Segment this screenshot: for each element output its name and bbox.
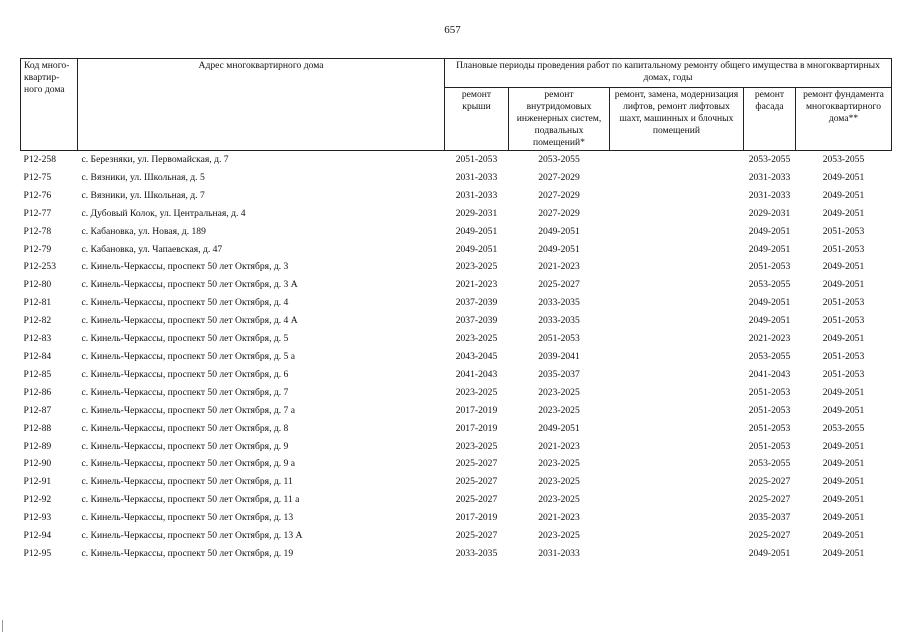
table-row (21, 276, 892, 294)
cell-code: P12-83 (23, 333, 52, 345)
cell-roof: 2021-2023 (455, 279, 498, 291)
cell-systems: 2033-2035 (538, 315, 580, 327)
cell-systems: 2023-2025 (538, 476, 580, 488)
cell-address: с. Кинель-Черкассы, проспект 50 лет Октября, д. 11 а (81, 494, 300, 506)
table-row (21, 402, 892, 420)
cell-facade: 2053-2055 (748, 458, 791, 470)
cell-lifts (610, 258, 744, 276)
cell-roof: 2017-2019 (455, 512, 498, 524)
header-periods: Плановые периоды проведения работ по капитальному ремонту общего имущества в многоквартирных домах, годы (445, 59, 892, 88)
cell-facade: 2035-2037 (748, 512, 791, 524)
cell-code: P12-258 (23, 154, 57, 165)
table-row (21, 438, 892, 456)
cell-roof: 2033-2035 (455, 547, 498, 559)
cell-foundation: 2049-2051 (822, 476, 865, 488)
cell-foundation: 2051-2053 (822, 243, 865, 255)
cell-roof: 2017-2019 (455, 404, 498, 416)
cell-roof: 2041-2043 (455, 368, 498, 380)
cell-lifts (610, 330, 744, 348)
cell-roof: 2023-2025 (455, 261, 498, 273)
cell-code: P12-86 (23, 386, 52, 398)
cell-lifts (610, 241, 744, 259)
cell-systems: 2023-2025 (538, 458, 580, 470)
cell-roof: 2017-2019 (455, 422, 498, 434)
cell-foundation: 2049-2051 (822, 279, 865, 291)
table-row (21, 384, 892, 402)
header-address: Адрес многоквартирного дома (78, 59, 445, 151)
cell-foundation: 2051-2053 (822, 297, 865, 309)
header-facade: ремонт фасада (744, 88, 796, 151)
cell-address: с. Кинель-Черкассы, проспект 50 лет Октября, д. 8 (81, 422, 289, 434)
cell-facade: 2051-2053 (748, 261, 791, 273)
cell-lifts (610, 348, 744, 366)
cell-systems: 2049-2051 (538, 243, 580, 255)
cell-lifts (610, 438, 744, 456)
table-row (21, 473, 892, 491)
cell-lifts (610, 205, 744, 223)
cell-address: с. Кинель-Черкассы, проспект 50 лет Октября, д. 7 а (81, 404, 295, 416)
cell-code: P12-87 (23, 404, 52, 416)
cell-facade: 2021-2023 (748, 333, 791, 345)
cell-address: с. Кинель-Черкассы, проспект 50 лет Октября, д. 5 а (81, 350, 295, 362)
cell-code: P12-92 (23, 494, 52, 506)
table-row (21, 151, 892, 169)
cell-address: с. Вязники, ул. Школьная, д. 5 (81, 171, 205, 183)
cell-foundation: 2049-2051 (822, 261, 865, 273)
cell-facade: 2053-2055 (748, 350, 791, 362)
cell-lifts (610, 384, 744, 402)
cell-facade: 2025-2027 (748, 494, 791, 506)
cell-roof: 2025-2027 (455, 458, 498, 470)
table-row (21, 205, 892, 223)
cell-roof: 2025-2027 (455, 494, 498, 506)
table-row (21, 294, 892, 312)
cell-systems: 2035-2037 (538, 368, 580, 380)
cell-facade: 2051-2053 (748, 386, 791, 398)
cell-roof: 2051-2053 (455, 154, 498, 165)
table-row (21, 509, 892, 527)
table-body (21, 151, 892, 563)
cell-code: P12-89 (23, 440, 52, 452)
cell-address: с. Кинель-Черкассы, проспект 50 лет Октября, д. 11 (81, 476, 293, 488)
cell-code: P12-76 (23, 189, 52, 201)
cell-roof: 2031-2033 (455, 171, 498, 183)
header-lifts: ремонт, замена, модернизация лифтов, ремонт лифтовых шахт, машинных и блочных помещений (610, 88, 744, 151)
cell-roof: 2049-2051 (455, 225, 498, 237)
cell-lifts (610, 276, 744, 294)
cell-address: с. Березняки, ул. Первомайская, д. 7 (81, 154, 229, 165)
cell-foundation: 2049-2051 (822, 458, 865, 470)
cell-foundation: 2051-2053 (822, 315, 865, 327)
cell-foundation: 2051-2053 (822, 350, 865, 362)
cell-systems: 2023-2025 (538, 530, 580, 542)
cell-code: P12-94 (23, 530, 52, 542)
table-row (21, 223, 892, 241)
cell-facade: 2029-2031 (748, 207, 791, 219)
cell-lifts (610, 509, 744, 527)
cell-address: с. Кинель-Черкассы, проспект 50 лет Октября, д. 6 (81, 368, 289, 380)
table-row (21, 545, 892, 563)
cell-lifts (610, 169, 744, 187)
cell-facade: 2031-2033 (748, 189, 791, 201)
cell-foundation: 2049-2051 (822, 189, 865, 201)
cell-facade: 2031-2033 (748, 171, 791, 183)
cell-lifts (610, 545, 744, 563)
cell-code: P12-88 (23, 422, 52, 434)
cell-roof: 2025-2027 (455, 530, 498, 542)
cell-systems: 2039-2041 (538, 350, 580, 362)
cell-code: P12-78 (23, 225, 52, 237)
cell-facade: 2041-2043 (748, 368, 791, 380)
cell-code: P12-85 (23, 368, 52, 380)
cell-roof: 2037-2039 (455, 315, 498, 327)
cell-roof: 2029-2031 (455, 207, 498, 219)
cell-roof: 2025-2027 (455, 476, 498, 488)
cell-address: с. Кинель-Черкассы, проспект 50 лет Октября, д. 13 (81, 512, 294, 524)
cell-facade: 2051-2053 (748, 440, 791, 452)
repair-schedule-table (20, 58, 892, 563)
cell-code: P12-253 (23, 261, 57, 273)
cell-address: с. Кабановка, ул. Чапаевская, д. 47 (81, 243, 223, 255)
cell-lifts (610, 402, 744, 420)
table-row (21, 455, 892, 473)
cell-foundation: 2051-2053 (822, 225, 865, 237)
table-row (21, 169, 892, 187)
cell-facade: 2049-2051 (748, 297, 791, 309)
table-row (21, 366, 892, 384)
cell-facade: 2049-2051 (748, 547, 791, 559)
table-row (21, 187, 892, 205)
cell-foundation: 2051-2053 (822, 368, 865, 380)
cell-lifts (610, 223, 744, 241)
cell-foundation: 2049-2051 (822, 494, 865, 506)
cell-systems: 2021-2023 (538, 512, 580, 524)
cell-facade: 2053-2055 (748, 279, 791, 291)
cell-address: с. Дубовый Колок, ул. Центральная, д. 4 (81, 207, 246, 219)
cell-address: с. Кабановка, ул. Новая, д. 189 (81, 225, 206, 237)
header-code: Код много-квартир-ного дома (21, 59, 78, 151)
cell-facade: 2025-2027 (748, 476, 791, 488)
cell-roof: 2043-2045 (455, 350, 498, 362)
cell-lifts (610, 455, 744, 473)
cell-foundation: 2049-2051 (822, 404, 865, 416)
header-roof: ремонт крыши (445, 88, 509, 151)
cell-address: с. Кинель-Черкассы, проспект 50 лет Октября, д. 13 А (81, 530, 303, 542)
table-row (21, 420, 892, 438)
cell-systems: 2025-2027 (538, 279, 580, 291)
cell-systems: 2027-2029 (538, 171, 580, 183)
cell-lifts (610, 294, 744, 312)
cell-facade: 2049-2051 (748, 315, 791, 327)
table-row (21, 527, 892, 545)
cell-code: P12-82 (23, 315, 52, 327)
cell-code: P12-80 (23, 279, 52, 291)
cell-systems: 2021-2023 (538, 261, 580, 273)
cell-facade: 2051-2053 (748, 404, 791, 416)
cell-lifts (610, 312, 744, 330)
table-row (21, 312, 892, 330)
cell-address: с. Вязники, ул. Школьная, д. 7 (81, 189, 205, 201)
cell-foundation: 2049-2051 (822, 512, 865, 524)
cell-systems: 2031-2033 (538, 547, 580, 559)
cell-lifts (610, 491, 744, 509)
cell-code: P12-91 (23, 476, 52, 488)
cell-address: с. Кинель-Черкассы, проспект 50 лет Октября, д. 19 (81, 547, 294, 559)
cell-lifts (610, 187, 744, 205)
cell-code: P12-75 (23, 171, 52, 183)
cell-facade: 2049-2051 (748, 243, 791, 255)
table-row (21, 348, 892, 366)
table-row (21, 491, 892, 509)
scan-edge-mark (2, 620, 3, 632)
cell-code: P12-95 (23, 547, 52, 559)
cell-facade: 2053-2055 (748, 154, 791, 165)
cell-code: P12-90 (23, 458, 52, 470)
cell-address: с. Кинель-Черкассы, проспект 50 лет Октября, д. 7 (81, 386, 289, 398)
cell-facade: 2051-2053 (748, 422, 791, 434)
cell-foundation: 2049-2051 (822, 333, 865, 345)
cell-address: с. Кинель-Черкассы, проспект 50 лет Октября, д. 5 (81, 333, 289, 345)
cell-roof: 2049-2051 (455, 243, 498, 255)
cell-foundation: 2053-2055 (822, 422, 865, 434)
cell-address: с. Кинель-Черкассы, проспект 50 лет Октября, д. 4 А (81, 315, 298, 327)
cell-foundation: 2049-2051 (822, 440, 865, 452)
cell-address: с. Кинель-Черкассы, проспект 50 лет Октября, д. 3 А (81, 279, 298, 291)
cell-lifts (610, 527, 744, 545)
cell-roof: 2023-2025 (455, 440, 498, 452)
cell-systems: 2021-2023 (538, 440, 580, 452)
table-row (21, 330, 892, 348)
cell-roof: 2031-2033 (455, 189, 498, 201)
cell-lifts (610, 473, 744, 491)
cell-facade: 2049-2051 (748, 225, 791, 237)
cell-lifts (610, 366, 744, 384)
cell-facade: 2025-2027 (748, 530, 791, 542)
cell-lifts (610, 420, 744, 438)
cell-systems: 2023-2025 (538, 404, 580, 416)
cell-foundation: 2053-2055 (822, 154, 865, 165)
cell-code: P12-93 (23, 512, 52, 524)
cell-systems: 2027-2029 (538, 189, 580, 201)
table-row (21, 258, 892, 276)
cell-code: P12-84 (23, 350, 52, 362)
cell-lifts (610, 151, 744, 169)
cell-foundation: 2049-2051 (822, 207, 865, 219)
cell-foundation: 2049-2051 (822, 547, 865, 559)
cell-foundation: 2049-2051 (822, 386, 865, 398)
cell-foundation: 2049-2051 (822, 171, 865, 183)
cell-systems: 2049-2051 (538, 422, 580, 434)
cell-roof: 2037-2039 (455, 297, 498, 309)
cell-address: с. Кинель-Черкассы, проспект 50 лет Октября, д. 9 (81, 440, 289, 452)
cell-systems: 2033-2035 (538, 297, 580, 309)
cell-address: с. Кинель-Черкассы, проспект 50 лет Октября, д. 4 (81, 297, 289, 309)
cell-roof: 2023-2025 (455, 386, 498, 398)
cell-code: P12-77 (23, 207, 52, 219)
cell-systems: 2051-2053 (538, 333, 580, 345)
header-foundation: ремонт фундамента многоквартирного дома** (796, 88, 892, 151)
page-number: 657 (444, 24, 461, 36)
cell-code: P12-81 (23, 297, 52, 309)
cell-systems: 2023-2025 (538, 386, 580, 398)
cell-systems: 2023-2025 (538, 494, 580, 506)
cell-foundation: 2049-2051 (822, 530, 865, 542)
cell-systems: 2027-2029 (538, 207, 580, 219)
cell-systems: 2049-2051 (538, 225, 580, 237)
header-systems: ремонт внутридомовых инженерных систем, подвальных помещений* (509, 88, 610, 151)
cell-code: P12-79 (23, 243, 52, 255)
table-row (21, 241, 892, 259)
cell-address: с. Кинель-Черкассы, проспект 50 лет Октября, д. 3 (81, 261, 289, 273)
cell-address: с. Кинель-Черкассы, проспект 50 лет Октября, д. 9 а (81, 458, 295, 470)
cell-roof: 2023-2025 (455, 333, 498, 345)
cell-systems: 2053-2055 (538, 154, 580, 165)
